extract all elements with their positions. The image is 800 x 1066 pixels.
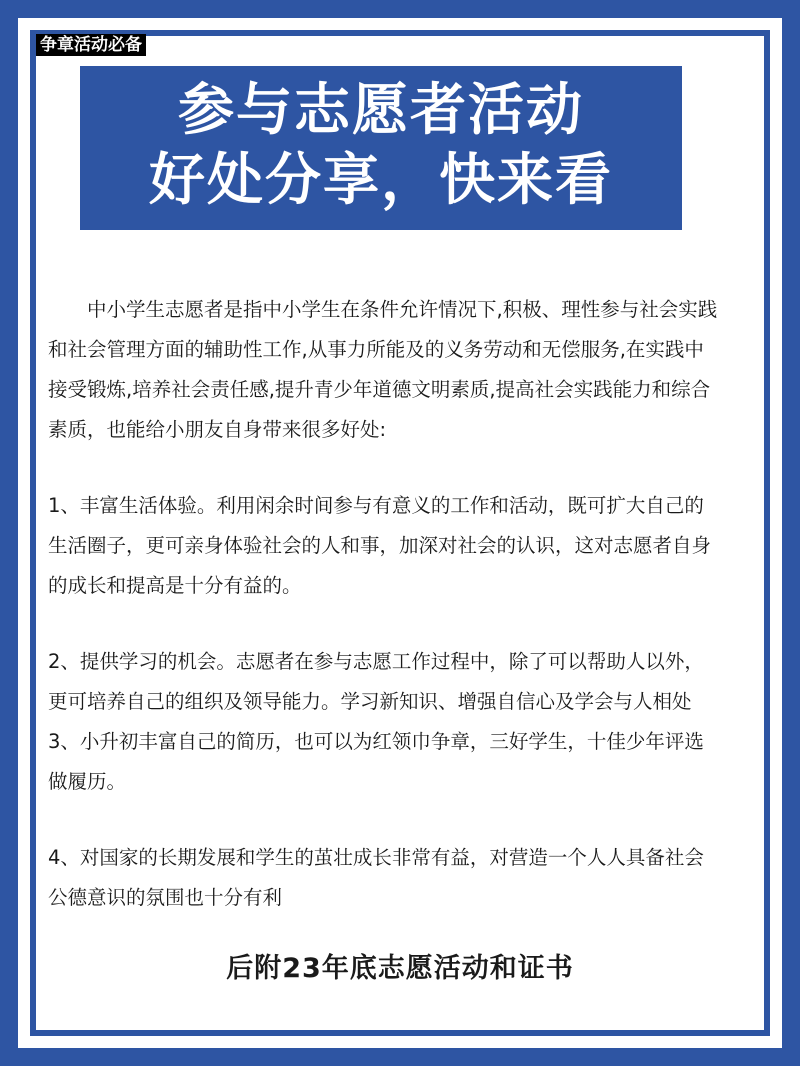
title-banner (80, 66, 682, 230)
intro-paragraph: 中小学生志愿者是指中小学生在条件允许情况下,积极、理性参与社会实践和社会管理方面的辅助性工作,从事力所能及的义务劳动和无偿服务,在实践中接受锻炼,培养社会责任感,提升青少年道德文明素质,提高社会实践能力和综合素质，也能给小朋友自身带来很多好处: (48, 298, 718, 441)
activity-tag: 争章活动必备 (36, 34, 146, 56)
benefit-point-2: 2、提供学习的机会。志愿者在参与志愿工作过程中，除了可以帮助人以外，更可培养自己的组织及领导能力。学习新知识、增强自信心及学会与人相处3、小升初丰富自己的简历，也可以为红领巾争章，三好学生，十佳少年评选做履历。 (48, 650, 704, 793)
footer-note: 后附23年底志愿活动和证书 (226, 953, 574, 984)
title-line-1: 参与志愿者活动 (178, 78, 584, 143)
benefit-point-4: 4、对国家的长期发展和学生的茧壮成长非常有益，对营造一个人人具备社会公德意识的氛围也十分有利 (48, 846, 704, 909)
benefit-point-1: 1、丰富生活体验。利用闲余时间参与有意义的工作和活动，既可扩大自己的生活圈子，更可亲身体验社会的人和事，加深对社会的认识，这对志愿者自身的成长和提高是十分有益的。 (48, 494, 712, 597)
title-line-2: 好处分享，快来看 (149, 148, 613, 213)
article-body (48, 290, 720, 918)
